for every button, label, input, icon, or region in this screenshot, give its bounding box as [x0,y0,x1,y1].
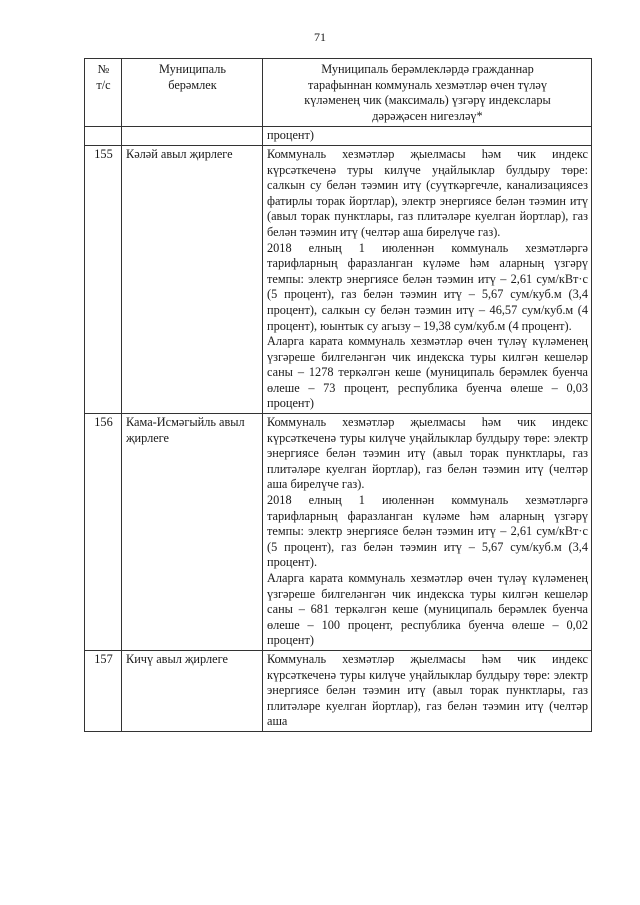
basis-paragraph: Коммуналь хезмәтләр җыелмасы һәм чик индекс күрсәткечен​ә туры килүче уңайлыклар булдыру төре: салкын су белән тәэмин итү (суүткәргечле, канализациясез фатирлы торак йортлар), электр энергиясе белән тәэмин итү (авыл торак пунктлары, газ плитәләре куелган йортлар), газ белән тәэмин итү (челтәр аша бирелүче газ). [267,146,588,239]
basis-paragraph: Коммуналь хезмәтләр җыелмасы һәм чик индекс күрсәткечен​ә туры килүче уңайлыклар булдыру төре: электр энергиясе белән тәэмин итү (авыл торак пунктлары, газ плитәләре куелган йортлар), газ белән тәэмин итү (челтәр аша бирелүче газ). [267,415,588,492]
row-number: 156 [85,414,122,651]
basis-paragraph: 2018 елның 1 июленнән коммуналь хезмәтләргә тарифларның фаразланган күләме һәм аларның үзгәрү темпы: электр энергиясе белән тәэмин итү – 2,61 сум/кВт·с (5 процент), газ белән тәэмин итү – 5,67 сум/куб.м (3,4 процент). [267,493,588,570]
header-basis-line: дәрәҗәсен нигезләү* [372,108,483,123]
header-number-line: № [97,62,110,76]
header-basis-line: күләменең чик (максималь) үзгәрү индекслары [304,93,551,108]
header-municipality-line: Муниципаль [159,62,226,76]
basis-paragraph: 2018 елның 1 июленнән коммуналь хезмәтләргә тарифларның фаразланган күләме һәм аларның үзгәрү темпы: электр энергиясе белән тәэмин итү – 2,61 сум/кВт·с (5 процент), газ белән тәэмин итү – 5,67 сум/куб.м (3,4 процент), салкын су белән тәэмин итү – 46,57 сум/куб.м (4 процент), юынтык су агызу – 19,38 сум/куб.м (4 процент). [267,240,588,333]
header-basis-line: Муниципаль берәмлекләрдә гражданнар [321,62,534,76]
basis-text [263,145,592,413]
municipality-name: Кама-Исмәгыйль авыл җирлеге [122,414,263,651]
table-header-row [85,59,592,127]
page-number: 71 [314,30,326,44]
row-number: 155 [85,145,122,413]
table-row [85,414,592,651]
municipality-name: Кичү авыл җирлеге [122,650,263,731]
table-row [85,650,592,731]
municipality-name: Кәләй авыл җирлеге [122,145,263,413]
table-row [85,145,592,413]
table-row-continuation [85,127,592,146]
row-number: 157 [85,650,122,731]
continuation-text: процент) [263,127,592,146]
header-number [85,59,122,127]
continuation-municipality-cell [122,127,263,146]
basis-paragraph: Аларга карата коммуналь хезмәтләр өчен түләү күләменең үзгәреше билгеләнгән чик индекска туры килгән кешеләр саны – 1278 теркәлгән кеше (муниципаль берәмлек буенча өлеше – 73 процент, республика буенча өлеше – 0,03 процент) [267,334,588,411]
basis-paragraph: Коммуналь хезмәтләр җыелмасы һәм чик индекс күрсәткечен​ә туры килүче уңайлыклар булдыру төре: электр энергиясе белән тәэмин итү (авыл торак пунктлары, газ плитәләре куелган йортлар), газ белән тәэмин итү (челтәр аша [267,651,588,729]
header-number-line: т/с [96,77,111,92]
tariff-table [84,58,592,732]
header-municipality-line: берәмлек [168,77,217,92]
header-basis-line: тарафыннан коммуналь хезмәтләр өчен түләү [307,77,547,92]
header-basis [263,59,592,127]
basis-text [263,650,592,731]
continuation-num-cell [85,127,122,146]
basis-paragraph: Аларга карата коммуналь хезмәтләр өчен түләү күләменең үзгәреше билгеләнгән чик индекска туры килгән кешеләр саны – 681 теркәлгән кеше (муниципаль берәмлек буенча өлеше – 100 процент, республика буенча өлеше – 0,02 процент) [267,571,588,648]
basis-text [263,414,592,651]
header-municipality [122,59,263,127]
